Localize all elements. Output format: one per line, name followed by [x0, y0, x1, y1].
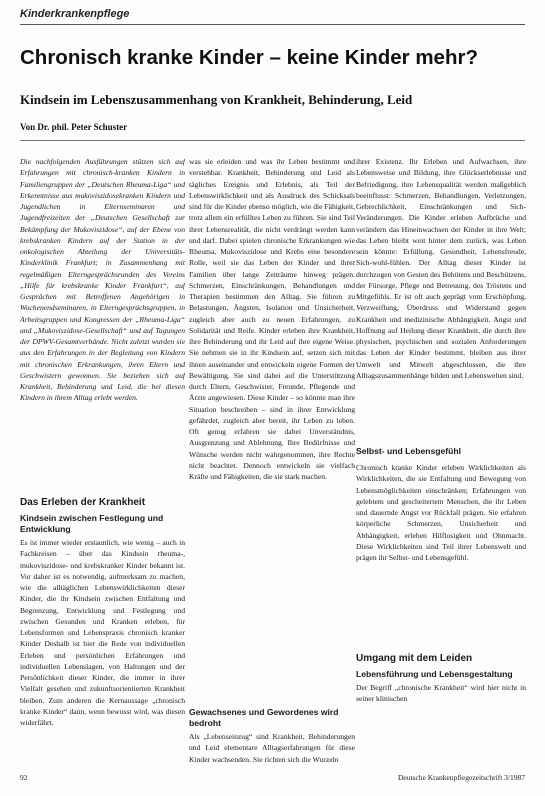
subheading-self-feeling: Selbst- und Lebensgefühl: [356, 446, 462, 456]
page-number: 92: [20, 773, 28, 782]
article-author: Von Dr. phil. Peter Schuster: [20, 122, 128, 132]
body-paragraph: Der Begriff „chronische Krankheit“ wird hier nicht in seiner klinischen: [356, 683, 526, 704]
subheading-childhood: Kindsein zwischen Festlegung und Entwicklung: [20, 513, 164, 534]
header-rule: [20, 24, 525, 25]
journal-citation: Deutsche Krankenpflegezeitschrift 3/1987: [397, 773, 525, 782]
article-subtitle: Kindsein im Lebenszusammenhang von Krankheit, Behinderung, Leid: [20, 92, 413, 107]
section-heading-experience: Das Erleben der Krankheit: [20, 497, 146, 508]
body-paragraph: Als „Lebenseinzug“ sind Krankheit, Behinderungen und Leid elementare Alltagserfahrungen für diese Kinder wachsenden. Sie richten sich die Wurzeln: [189, 732, 355, 764]
intro-paragraph: Die nachfolgenden Ausführungen stützen sich auf Erfahrungen mit chronisch-kranken Kindern in Familiengruppen der „Deutschen Rheuma-Liga“ und Erkenntnisse aus mukoviszidosekranken Kindern und Jugendlichen in Elternseminaren und Jugendfreizeiten der „Deutschen Gesellschaft zur Bekämpfung der Mukoviszidose“, auf der Ebene von krebskranken Kindern auf der Station in der onkologischen Abteilung der Universitäts-Kinderklinik Frankfurt; in Zusammenhang mit regelmäßigen Elterngesprächsrunden des Vereins „Hilfe für krebskranke Kinder Frankfurt“, auf Gesprächen mit Betroffenen Angehörigen in Wochenendseminaren, in Elterngesprächsgruppen, in Arbeitsgruppen und Kongressen der „Rheuma-Liga“ und „Mukoviszidose-Gesellschaft“ und auf Tagungen der DPWV-Gesamtverbände. Nicht zuletzt wurden sie aus den Erfahrungen in der Begleitung von Kindern mit chronischen Erkrankungen, ihren Eltern und Geschwistern gewonnen. Sie beziehen sich auf Krankheit, Behinderung und Leid, die bei diesen Kindern in ihrem Alltag erlebt werden.: [20, 157, 185, 403]
body-paragraph: Es ist immer wieder erstaunlich, wie wenig – auch in Fachkreisen – über das Kindsein rheuma-, mukoviszidose- und krebskranker Kinder bekannt ist. Vor daher ist es notwendig, aufmerksam zu machen, wie die alltäglichen Lebenswirklichkeiten dieser Kinder, die ihr Kindsein zwischen Entfaltung und Begrenzung, Entwicklung und Festlegung und zwischen Gesunden und Kranken erleben, für Lebensformen und Lebenspraxis chronisch kranker Kinder Deshalb ist hier die Rede von individuellen Erleben und persönlichen Erfahrungen und individuellen Lebenslagen, von Haltungen und der Persönlichkeit dieser Kinder, die immer in ihrer Vielfalt gesehen und zukunftsorientierten Krankheit bleiben. Zum anderen die Kernaussage „chronisch kranke Kinder“ dann, wenn bewusst wird, was diesen widerfährt,: [20, 538, 185, 727]
column-1: [20, 156, 185, 762]
body-paragraph: was sie erleiden und was ihr Leben bestimmt und verstehbar. Krankheit, Behinderung und Leid als tägliches Ereignis und Erlebnis, als Teil der Lebenswirklichkeit und als Ausdruck des Schicksals sind für die Kinder ebenso möglich, wie die Fähigkeit, trotz allem ein erfülltes Leben zu führen. Sie sind Teil ihrer Lebensrealität, die nicht verdrängt werden kann und darf. Dabei spielen chronische Erkrankungen wie Rheuma, Mukoviszidose und Krebs eine besondere Rolle, weil sie das Leben der Kinder und ihrer Familien über lange Zeiträume hinweg prägen. Schmerzen, Einschränkungen, Behandlungen und Therapien bestimmen den Alltag. Sie führen zu Belastungen, Ängsten, Isolation und Unsicherheit, zugleich aber auch zu neuen Erfahrungen, zu Solidarität und Reife. Kinder erleben ihre Krankheit, ihre Behinderung und ihr Leid auf ihre eigene Weise. Sie nehmen sie in ihr Kindsein auf, setzen sich mit ihnen auseinander und entwickeln eigene Formen der Bewältigung. Sie sind dabei auf die Unterstützung durch Eltern, Geschwister, Freunde, Pflegende und Ärzte angewiesen. Diese Kinder – so könnte man ihre Situation beschreiben – sind in ihrer Entwicklung gefährdet, zugleich aber bereit, ihr Leben zu leben. Oft genug erfahren sie dabei Unverständnis, Ausgrenzung und Ablehnung. Ihre Bedürfnisse und Wünsche werden nicht wahrgenommen, ihre Rechte nicht beachtet. Dennoch entwickeln sie vielfach Kräfte und Fähigkeiten, die sie stark machen.: [189, 157, 355, 481]
section-heading-suffering: Umgang mit dem Leiden: [356, 653, 473, 664]
byline-rule: [20, 140, 525, 141]
column-3: [356, 156, 526, 705]
subheading-life-management: Lebensführung und Lebensgestaltung: [356, 669, 513, 679]
body-paragraph: ihrer Existenz. Ihr Erleben und Aufwachsen, ihre Lebensweise und Bildung, ihre Glückserlebnisse und Befriedigung, ihre Lebensqualität werden maßgeblich beeinflusst: Schmerzen, Behandlungen, Verletzungen, Gebrechlichkeit, Einschränkungen und Sich-Veränderungen. Die Kinder erleben Aufbrüche und verändern das Hineinwachsen der Kinder in ihre Welt; das Leben bleibt weit hinter dem zurück, was Leben sein könnte: Erfüllung, Gesundheit, Lebensfreude, Sich-wohl-fühlen. Der Alltag dieser Kinder ist durchzogen von Gesten des Behütens und Beschützens, der Fürsorge, Pflege und Betreuung, des Tröstens und Mitgefühls. Er ist oft auch geprägt vom Erschöpfung, Verzweiflung, Überdruss und Widerstand gegen Krankheit und medizinische Abhängigkeit. Angst und Hoffnung auf Heilung dieser Krankheit, die durch ihre physischen, psychischen und sozialen Anforderungen das Leben der Kinder bestimmt, bleiben aus ihrer Umwelt und Mitwelt abgeschlossen, die ihre Alltagszusammenhänge bilden und Lebenswelten sind.: [356, 157, 526, 380]
column-2: [189, 156, 355, 765]
body-paragraph: Chronisch kranke Kinder erleben Wirklichkeiten als Wirklichkeiten, die sie Entfaltung und Bewegung von Lebensmöglichkeiten einschränken; Erfahrungen von gelebtem und gescheitertem Menschen, die ihr Leben und dauernde Angst vor Rückfall prägen. Sie erfahren körperliche Schmerzen, Unsicherheit und Abhängigkeit, erleben Hilflosigkeit und Ohnmacht. Diese Wirklichkeiten sind Teil ihrer Lebenswelt und prägen ihr Selbst- und Lebensgefühl.: [356, 463, 526, 562]
section-label: Kinderkrankenpflege: [20, 8, 130, 20]
subheading-threatened: Gewachsenes und Gewordenes wird bedroht: [189, 707, 339, 728]
article-title: Chronisch kranke Kinder – keine Kinder mehr?: [20, 46, 478, 69]
